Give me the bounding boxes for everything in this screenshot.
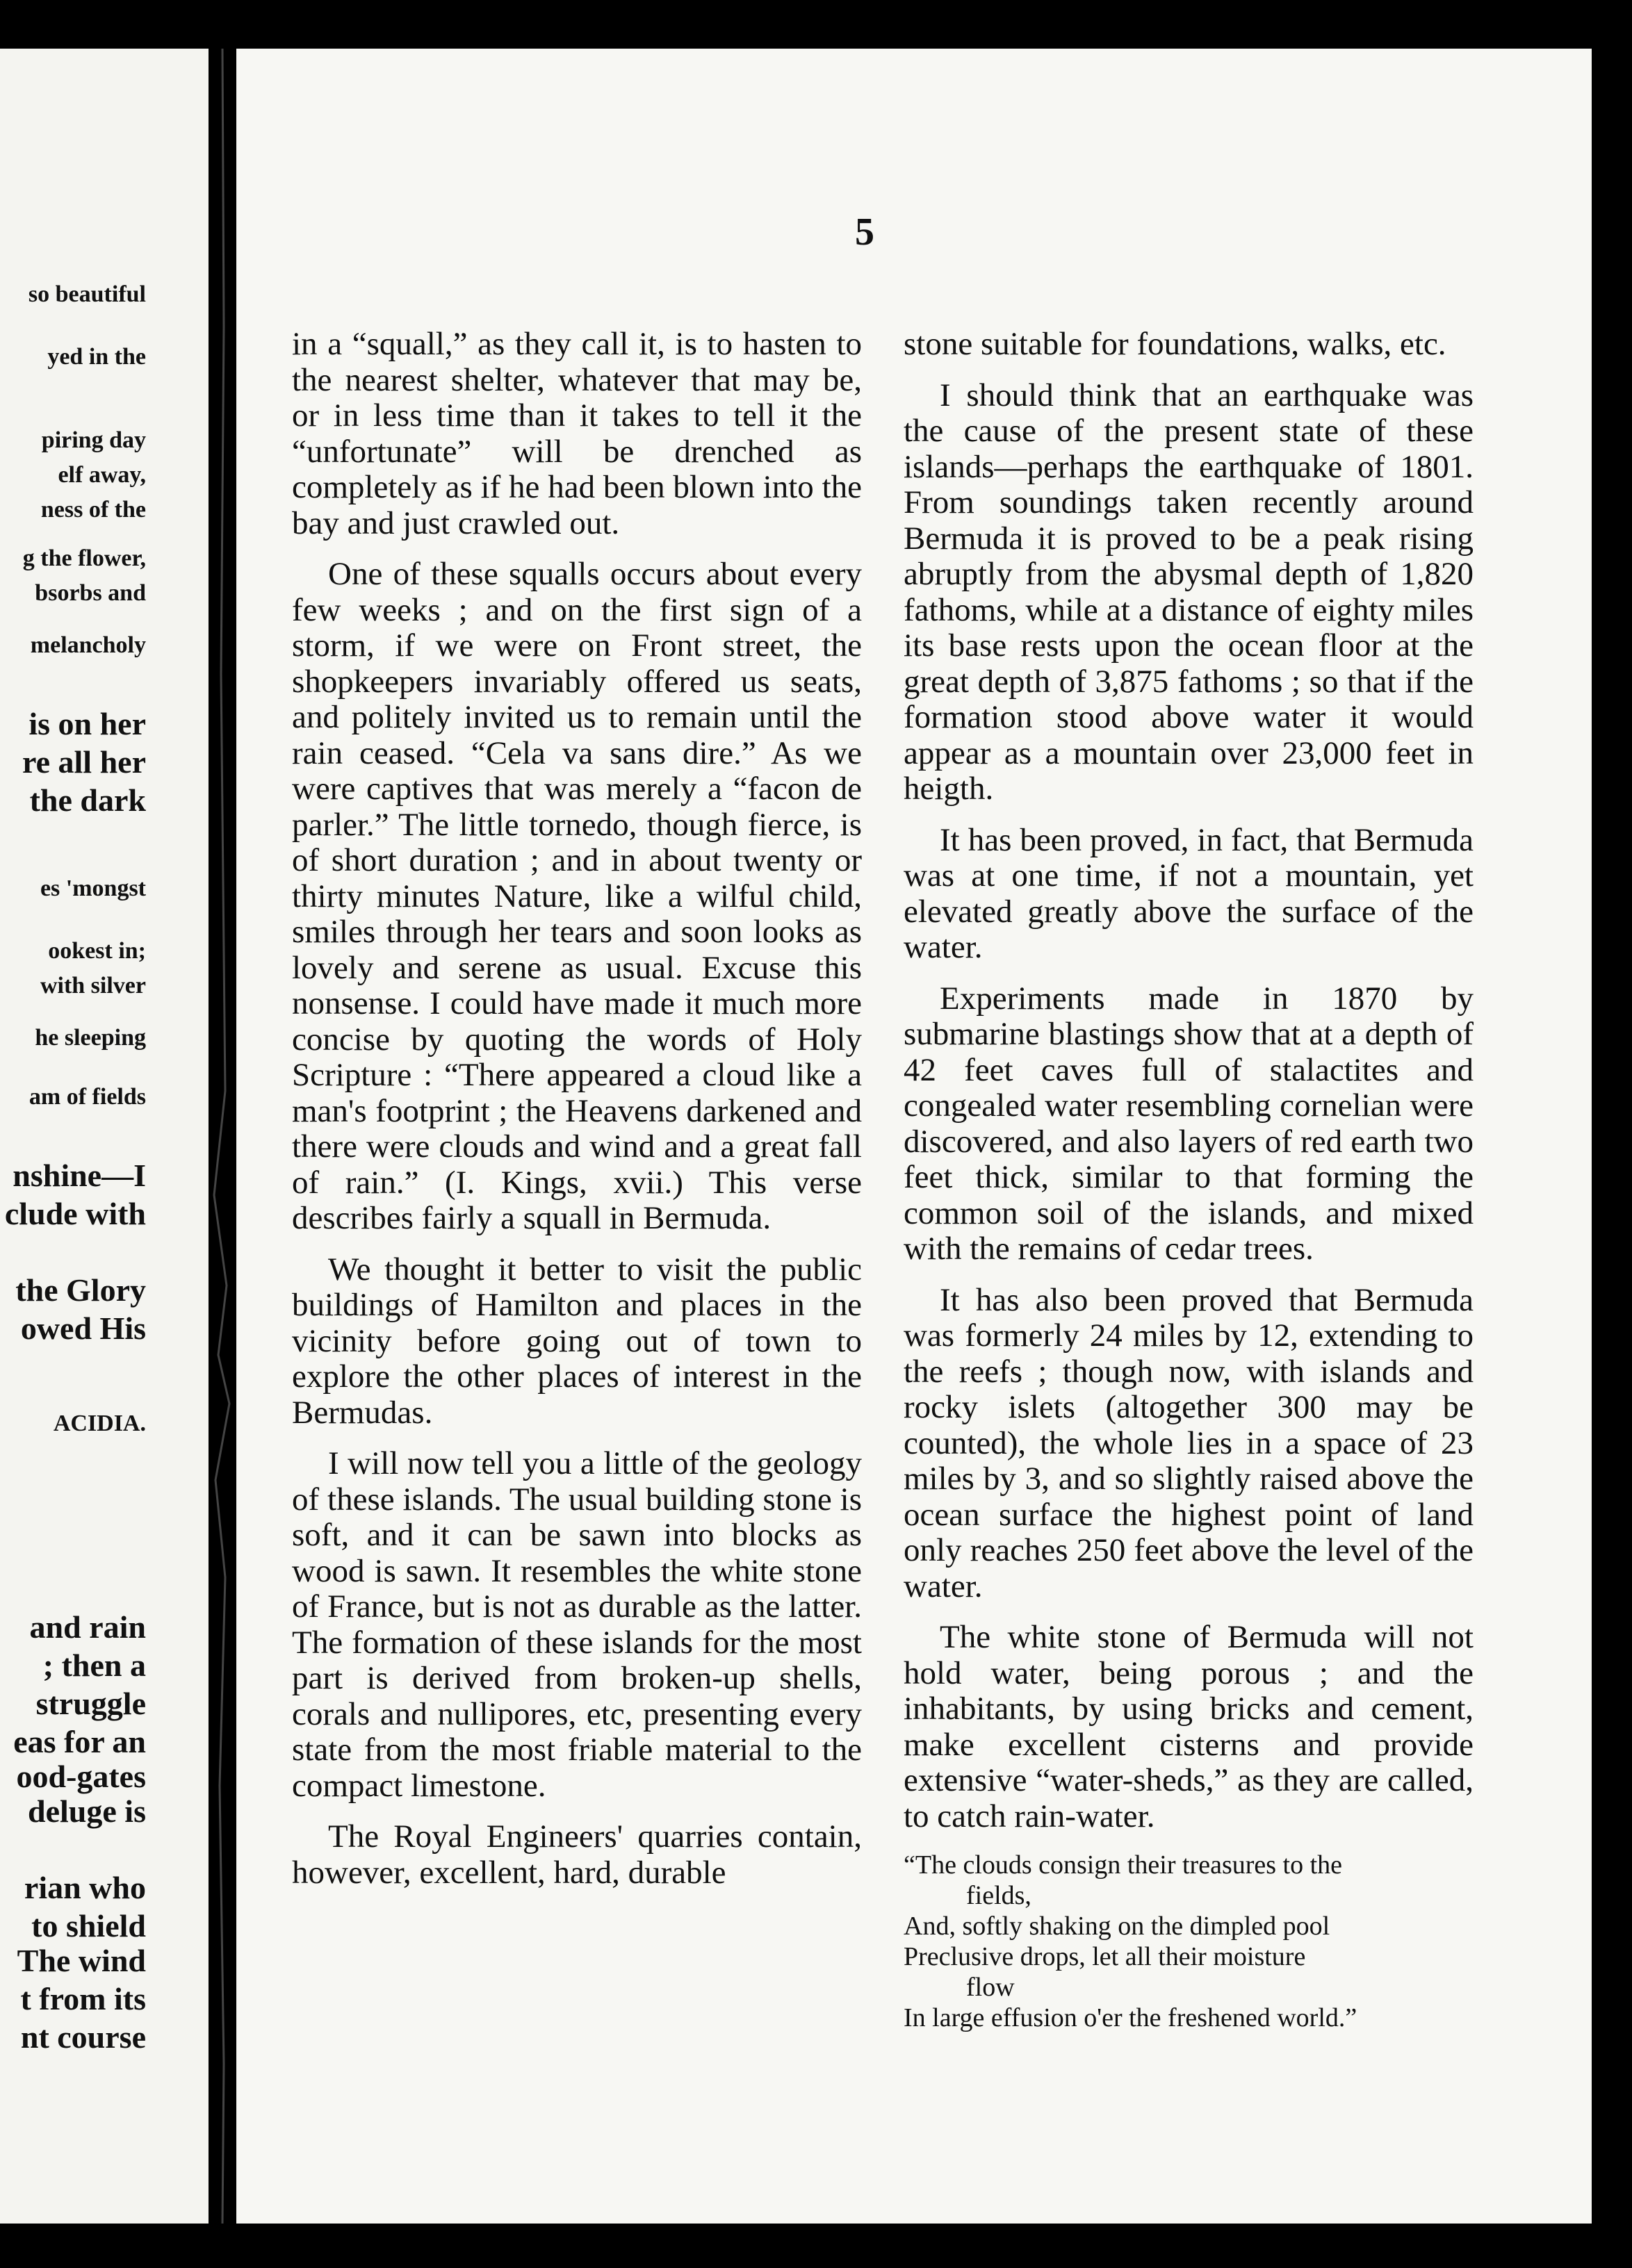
previous-page-fragment: nshine—I xyxy=(13,1158,146,1193)
previous-page-fragment: ookest in; xyxy=(48,938,146,964)
previous-page-edge xyxy=(0,49,222,2224)
previous-page-fragment: re all her xyxy=(22,744,146,780)
current-page xyxy=(236,49,1592,2224)
previous-page-fragment: piring day xyxy=(41,427,146,453)
previous-page-fragment: yed in the xyxy=(47,344,146,370)
previous-page-fragment: ood-gates xyxy=(16,1759,146,1794)
poem-line: Preclusive drops, let all their moisture xyxy=(904,1942,1306,1971)
previous-page-fragment: with silver xyxy=(40,973,146,999)
previous-page-fragment: he sleeping xyxy=(35,1025,146,1051)
previous-page-fragment: owed His xyxy=(20,1310,146,1346)
paragraph: I will now tell you a little of the geology of these islands. The usual building stone is soft, and it can be sawn into blocks as wood is sawn. It resembles the white stone of France, but is not as durable as the latter. The formation of these islands for the most part is derived from broken-up shells, corals and nullipores, etc, presenting every state from the most friable material to the compact limestone. xyxy=(292,1445,862,1804)
previous-page-fragment: t from its xyxy=(20,1981,146,2016)
paragraph: The white stone of Bermuda will not hold water, being porous ; and the inhabitants, by using bricks and cement, make excellent cisterns and provide extensive “water-sheds,” as they are called, to catch rain-water. xyxy=(904,1619,1474,1834)
poem-line: “The clouds consign their treasures to the xyxy=(904,1850,1343,1880)
previous-page-fragment: is on her xyxy=(28,706,146,741)
previous-page-fragment: to shield xyxy=(31,1908,146,1944)
previous-page-fragment: struggle xyxy=(35,1686,146,1721)
previous-page-fragment: the dark xyxy=(29,782,146,818)
previous-page-fragment: the Glory xyxy=(15,1272,146,1308)
poem-line: flow xyxy=(966,1973,1015,2002)
torn-spine-edge xyxy=(209,49,236,2224)
previous-page-fragment: and rain xyxy=(29,1609,146,1645)
previous-page-fragment: ness of the xyxy=(40,497,146,523)
previous-page-fragment: ACIDIA. xyxy=(53,1411,146,1436)
quoted-poem xyxy=(904,1850,1474,2033)
paragraph: We thought it better to visit the public buildings of Hamilton and places in the vicinity before going out of town to explore the other places of interest in the Bermudas. xyxy=(292,1251,862,1431)
poem-line: And, softly shaking on the dimpled pool xyxy=(904,1912,1330,1941)
paragraph: It has also been proved that Bermuda was formerly 24 miles by 12, extending to the reefs ; though now, with islands and rocky islets (altogether 300 may be counted), the whole lies in a space of 23 miles by 3, and so slightly raised above the ocean surface the highest point of land only reaches 250 feet above the level of the water. xyxy=(904,1281,1474,1604)
previous-page-fragment: eas for an xyxy=(13,1724,146,1759)
paragraph: Experiments made in 1870 by submarine blastings show that at a depth of 42 feet caves full of stalactites and congealed water resembling cornelian were discovered, and also layers of red earth two feet thick, similar to that forming the common soil of the islands, and mixed with the remains of cedar trees. xyxy=(904,980,1474,1267)
previous-page-fragment: so beautiful xyxy=(28,281,146,307)
previous-page-fragment: deluge is xyxy=(28,1793,146,1829)
poem-line: In large effusion o'er the freshened world.” xyxy=(904,2003,1357,2032)
previous-page-fragment: bsorbs and xyxy=(35,580,146,606)
paragraph: One of these squalls occurs about every few weeks ; and on the first sign of a storm, if we were on Front street, the shopkeepers invariably offered us seats, and politely invited us to remain until the rain ceased. “Cela va sans dire.” As we were captives that was merely a “facon de parler.” The little tornedo, though fierce, is of short duration ; and in about twenty or thirty minutes Nature, like a wilful child, smiles through her tears and soon looks as lovely and serene as usual. Excuse this nonsense. I could have made it much more concise by quoting the words of Holy Scripture : “There appeared a cloud like a man's footprint ; the Heavens darkened and there were clouds and wind and a great fall of rain.” (I. Kings, xvii.) This verse describes fairly a squall in Bermuda. xyxy=(292,556,862,1236)
previous-page-fragment: nt course xyxy=(20,2019,146,2055)
previous-page-fragment: clude with xyxy=(4,1196,146,1231)
paragraph: I should think that an earthquake was the cause of the present state of these islands—perhaps the earthquake of 1801. From soundings taken recently around Bermuda it is proved to be a peak rising abruptly from the abysmal depth of 1,820 fathoms, while at a distance of eighty miles its base rests upon the ocean floor at the great depth of 3,875 fathoms ; so that if the formation stood above water it would appear as a mountain over 23,000 feet in heigth. xyxy=(904,377,1474,807)
paragraph: The Royal Engineers' quarries contain, however, excellent, hard, durable xyxy=(292,1818,862,1891)
previous-page-fragment: g the flower, xyxy=(22,545,146,571)
previous-page-fragment: melancholy xyxy=(30,632,146,658)
previous-page-fragment: rian who xyxy=(24,1870,146,1905)
left-text-column xyxy=(292,327,862,1906)
previous-page-fragment: The wind xyxy=(17,1943,146,1978)
previous-page-fragment: elf away, xyxy=(58,462,146,488)
previous-page-fragment: am of fields xyxy=(28,1084,146,1110)
page-number: 5 xyxy=(855,211,874,254)
paragraph: stone suitable for foundations, walks, etc. xyxy=(904,326,1446,362)
poem-line: fields, xyxy=(966,1881,1031,1910)
previous-page-fragment: es 'mongst xyxy=(40,876,146,901)
previous-page-fragment: ; then a xyxy=(42,1647,146,1683)
paragraph: in a “squall,” as they call it, is to hasten to the nearest shelter, whatever that may be, or in less time than it takes to tell it the “unfortunate” will be drenched as completely as if he had been blown into the bay and just crawled out. xyxy=(292,326,862,541)
paragraph: It has been proved, in fact, that Bermuda was at one time, if not a mountain, yet elevated greatly above the surface of the water. xyxy=(904,821,1474,965)
right-text-column xyxy=(904,327,1474,2033)
